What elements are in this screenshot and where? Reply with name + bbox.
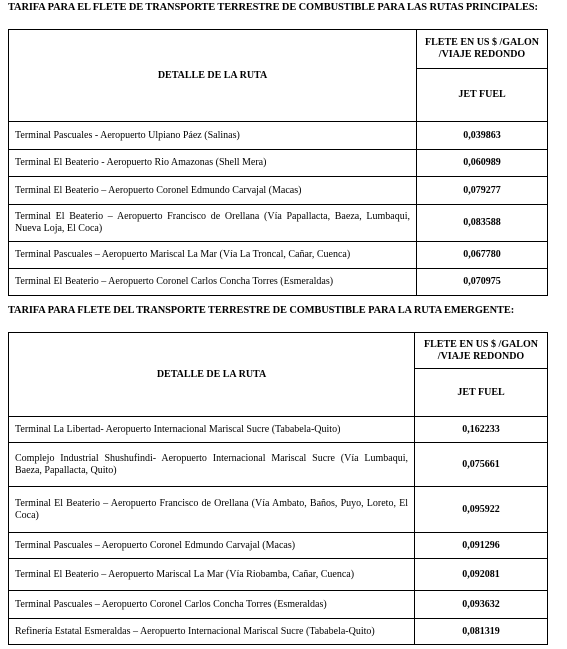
value-cell: 0,081319 bbox=[415, 619, 548, 645]
value-cell: 0,067780 bbox=[417, 242, 548, 269]
route-cell: Terminal Pascuales – Aeropuerto Coronel Carlos Concha Torres (Esmeraldas) bbox=[9, 591, 415, 619]
route-cell: Refinería Estatal Esmeraldas – Aeropuerto Internacional Mariscal Sucre (Tababela-Quito) bbox=[9, 619, 415, 645]
table-row bbox=[9, 619, 548, 645]
table-row bbox=[9, 242, 548, 269]
route-cell: Terminal Pascuales - Aeropuerto Ulpiano Páez (Salinas) bbox=[9, 122, 417, 150]
table-row bbox=[9, 487, 548, 533]
table-row bbox=[9, 559, 548, 591]
value-cell: 0,060989 bbox=[417, 150, 548, 177]
route-cell: Terminal El Beaterio – Aeropuerto Mariscal La Mar (Vía Riobamba, Cañar, Cuenca) bbox=[9, 559, 415, 591]
table-row bbox=[9, 533, 548, 559]
route-cell: Terminal El Beaterio – Aeropuerto Francisco de Orellana (Vía Papallacta, Baeza, Lumbaqui, Nueva Loja, El Coca) bbox=[9, 205, 417, 242]
table-row bbox=[9, 443, 548, 487]
table-row bbox=[9, 591, 548, 619]
section-2-heading: TARIFA PARA FLETE DEL TRANSPORTE TERRESTRE DE COMBUSTIBLE PARA LA RUTA EMERGENTE: bbox=[8, 305, 515, 316]
table-row bbox=[9, 177, 548, 205]
section-1-heading: TARIFA PARA EL FLETE DE TRANSPORTE TERRESTRE DE COMBUSTIBLE PARA LAS RUTAS PRINCIPALES: bbox=[8, 2, 538, 13]
route-column-header: DETALLE DE LA RUTA bbox=[9, 333, 415, 417]
table-row bbox=[9, 417, 548, 443]
value-cell: 0,075661 bbox=[415, 443, 548, 487]
value-cell: 0,079277 bbox=[417, 177, 548, 205]
route-cell: Terminal Pascuales – Aeropuerto Coronel Edmundo Carvajal (Macas) bbox=[9, 533, 415, 559]
route-cell: Terminal El Beaterio – Aeropuerto Coronel Carlos Concha Torres (Esmeraldas) bbox=[9, 269, 417, 296]
route-cell: Terminal El Beaterio – Aeropuerto Coronel Edmundo Carvajal (Macas) bbox=[9, 177, 417, 205]
value-cell: 0,083588 bbox=[417, 205, 548, 242]
route-cell: Terminal El Beaterio - Aeropuerto Rio Amazonas (Shell Mera) bbox=[9, 150, 417, 177]
price-column-header: FLETE EN US $ /GALON /VIAJE REDONDO bbox=[415, 333, 548, 369]
value-cell: 0,162233 bbox=[415, 417, 548, 443]
value-cell: 0,092081 bbox=[415, 559, 548, 591]
route-cell: Terminal Pascuales – Aeropuerto Mariscal La Mar (Vía La Troncal, Cañar, Cuenca) bbox=[9, 242, 417, 269]
value-cell: 0,095922 bbox=[415, 487, 548, 533]
route-cell: Terminal La Libertad- Aeropuerto Internacional Mariscal Sucre (Tababela-Quito) bbox=[9, 417, 415, 443]
principal-routes-table bbox=[8, 29, 548, 296]
jet-fuel-column-header: JET FUEL bbox=[415, 369, 548, 417]
value-cell: 0,093632 bbox=[415, 591, 548, 619]
table-row bbox=[9, 205, 548, 242]
value-cell: 0,070975 bbox=[417, 269, 548, 296]
route-cell: Terminal El Beaterio – Aeropuerto Francisco de Orellana (Vía Ambato, Baños, Puyo, Loreto, El Coca) bbox=[9, 487, 415, 533]
table-row bbox=[9, 122, 548, 150]
value-cell: 0,091296 bbox=[415, 533, 548, 559]
route-cell: Complejo Industrial Shushufindi- Aeropuerto Internacional Mariscal Sucre (Vía Lumbaqui, Baeza, Papallacta, Quito) bbox=[9, 443, 415, 487]
table-row bbox=[9, 269, 548, 296]
route-column-header: DETALLE DE LA RUTA bbox=[9, 30, 417, 122]
price-column-header: FLETE EN US $ /GALON /VIAJE REDONDO bbox=[417, 30, 548, 69]
table-row bbox=[9, 150, 548, 177]
jet-fuel-column-header: JET FUEL bbox=[417, 69, 548, 122]
value-cell: 0,039863 bbox=[417, 122, 548, 150]
emergency-routes-table bbox=[8, 332, 548, 645]
